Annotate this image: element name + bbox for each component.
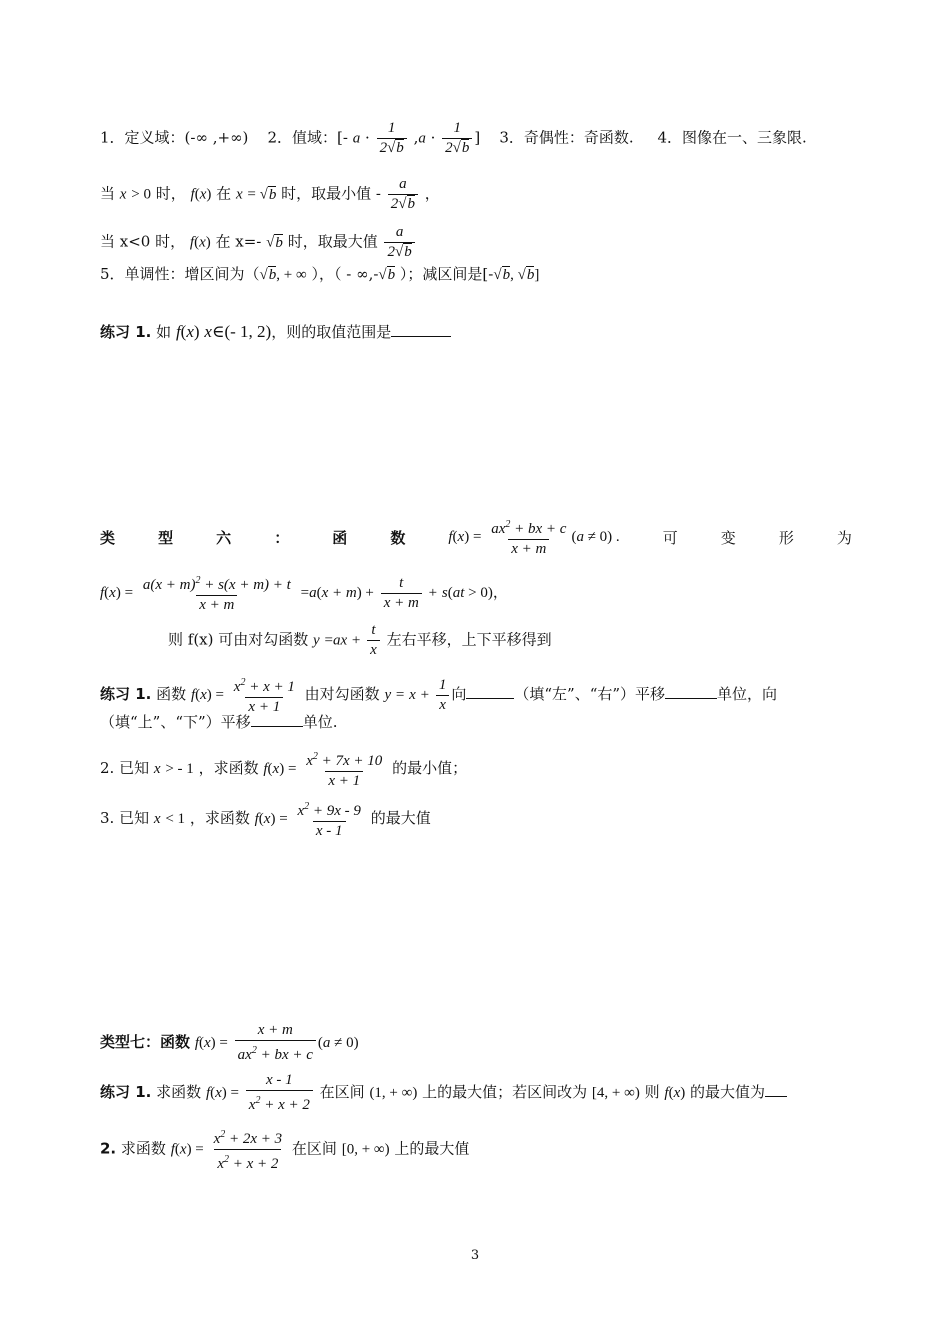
type-6-exercise-3: 3. 已知 x < 1 ，求函数 f(x) = $\frac{x^2 + 9x - 9}{x - 1}$ 的最大值	[100, 801, 431, 839]
answer-blank[interactable]	[391, 322, 451, 337]
maximum-line: 当 x<0 时， f(x) 在 x=- √b 时，取最大值 $\frac{a}{2√b}$	[100, 224, 860, 261]
exercise-1: 练习 1. 如 f(x) x∈(- 1, 2)，则的取值范围是	[100, 322, 860, 342]
type-6-exercise-1: 练习 1. 函数 f(x) = $\frac{x^2 + x + 1}{x + 1}$ 由对勾函数 y = x + $\frac{1}{x}$ 向 （填“左”、“右”）平移 单位，向	[100, 676, 778, 715]
domain-item: 1．定义域：(-∞ ,+∞)	[100, 128, 249, 147]
exercise-label: 练习 1.	[100, 323, 152, 341]
type-6-note: 则 f(x) 可由对勾函数 y =ax + $\frac{t}{x}$ 左右平移，上下平移得到	[168, 622, 552, 658]
fraction-1-over-2-root-b: $\frac{1}{2√b}$	[442, 120, 472, 157]
page-number: 3	[470, 1248, 480, 1263]
properties-line: 1．定义域：(-∞ ,+∞) 2．值域：[- a · $\frac{1}{2√b}$ ,a · $\frac{1}{2√b}$ ] 3．奇偶性：奇函数. 4．图像在一、三象限.	[100, 120, 807, 156]
type-6-exercise-2: 2. 已知 x > - 1 ，求函数 f(x) = $\frac{x^2 + 7x + 10}{x + 1}$ 的最小值；	[100, 751, 468, 789]
answer-blank[interactable]	[466, 684, 514, 699]
range-item-label: 2．值域：[-	[267, 128, 348, 147]
fraction-1-over-2-root-b: $\frac{1}{2√b}$	[377, 120, 407, 157]
type-6-heading: 类 型 六 ： 函 数 f(x) = $\frac{ax^2 + bx + c}{x + m}$ (a ≠ 0) . 可 变 形 为	[100, 516, 852, 558]
type-7-heading: 类型七：函数 f(x) = $\frac{x + m}{ax^2 + bx + c}$ (a ≠ 0)	[100, 1022, 359, 1063]
minimum-line: 当 x > 0 时， f(x) 在 x = √b 时，取最小值 - $\frac{a}{2√b}$ ，	[100, 176, 440, 212]
math-a: a	[352, 130, 361, 147]
type-6-formula: f(x) = $\frac{ax^2 + bx + c}{x + m}$ (a ≠ 0) .	[448, 519, 620, 557]
type-7-exercise-2: 2. 求函数 f(x) = $\frac{x^2 + 2x + 3}{x^2 + x + 2}$ 在区间 [0, + ∞) 上的最大值	[100, 1129, 470, 1172]
fraction-a-over-2-root-b: $\frac{a}{2√b}$	[388, 176, 418, 213]
type-7-exercise-1: 练习 1. 求函数 f(x) = $\frac{x - 1}{x^2 + x + 2}$ 在区间 (1, + ∞) 上的最大值；若区间改为 [4, + ∞) 则 f(x) 的最大值为	[100, 1072, 860, 1114]
answer-blank[interactable]	[765, 1082, 787, 1097]
type-6-exercise-1-cont: （填“上”、“下”）平移 单位.	[100, 713, 338, 731]
fraction-a-over-2-root-b: $\frac{a}{2√b}$	[384, 224, 414, 261]
graph-item: 4．图像在一、三象限.	[657, 128, 807, 147]
answer-blank[interactable]	[251, 712, 303, 727]
answer-blank[interactable]	[665, 684, 717, 699]
parity-item: 3．奇偶性：奇函数.	[499, 128, 634, 147]
type-6-transform-formula: f(x) = $\frac{a(x + m)^2 + s(x + m) + t}{x + m}$ =a(x + m) + $\frac{t}{x + m}$ + s(at > 0)，	[100, 574, 508, 613]
monotonicity-line: 5．单调性：增区间为（√b, + ∞ ），（ - ∞,-√b ）；减区间是[-√b, √b]	[100, 265, 540, 283]
